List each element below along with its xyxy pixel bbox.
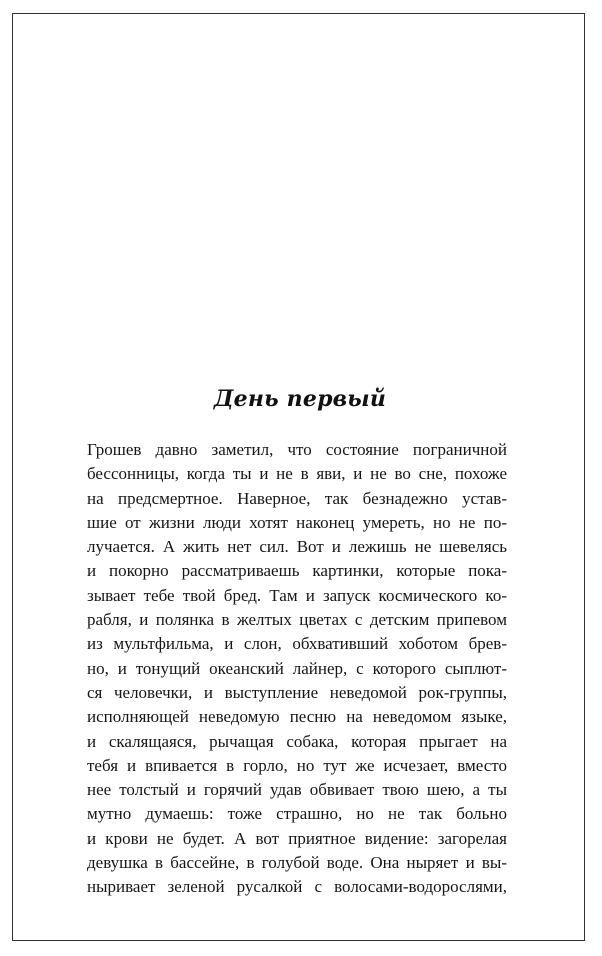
text-line: девушка в бассейне, в голубой воде. Она ныряет и вы- (87, 853, 507, 873)
text-line: лучается. А жить нет сил. Вот и лежишь не шевелясь (87, 537, 507, 557)
text-line: и покорно рассматриваешь картинки, которые пока- (87, 561, 507, 581)
text-line: но, и тонущий океанский лайнер, с которого сыплют- (87, 658, 507, 678)
page-frame (12, 13, 585, 941)
text-line: тебя и впивается в горло, но тут же исчезает, вместо (87, 755, 507, 775)
text-line: мутно думаешь: тоже страшно, но не так больно (87, 804, 507, 824)
text-line: зывает тебе твой бред. Там и запуск космического ко- (87, 585, 507, 605)
text-line: ныривает зеленой русалкой с волосами-водорослями, (87, 877, 507, 897)
text-line: на предсмертное. Наверное, так безнадежно устав- (87, 488, 507, 508)
chapter-body-text (87, 438, 507, 900)
chapter-title: День первый (213, 386, 387, 412)
text-line: из мультфильма, и слон, обхвативший хоботом брев- (87, 634, 507, 654)
text-line: ся человечки, и выступление неведомой рок-группы, (87, 682, 507, 702)
text-line: бессонницы, когда ты и не в яви, и не во сне, похоже (87, 464, 507, 484)
text-line: шие от жизни люди хотят наконец умереть, но не по- (87, 512, 507, 532)
text-line: и крови не будет. А вот приятное видение: загорелая (87, 828, 507, 848)
text-line: рабля, и полянка в желтых цветах с детским припевом (87, 610, 507, 630)
text-line: и скалящаяся, рычащая собака, которая прыгает на (87, 731, 507, 751)
text-line: нее толстый и горячий удав обвивает твою шею, а ты (87, 780, 507, 800)
text-line: Грошев давно заметил, что состояние пограничной (87, 440, 507, 459)
text-line: исполняющей неведомую песню на неведомом языке, (87, 707, 507, 727)
